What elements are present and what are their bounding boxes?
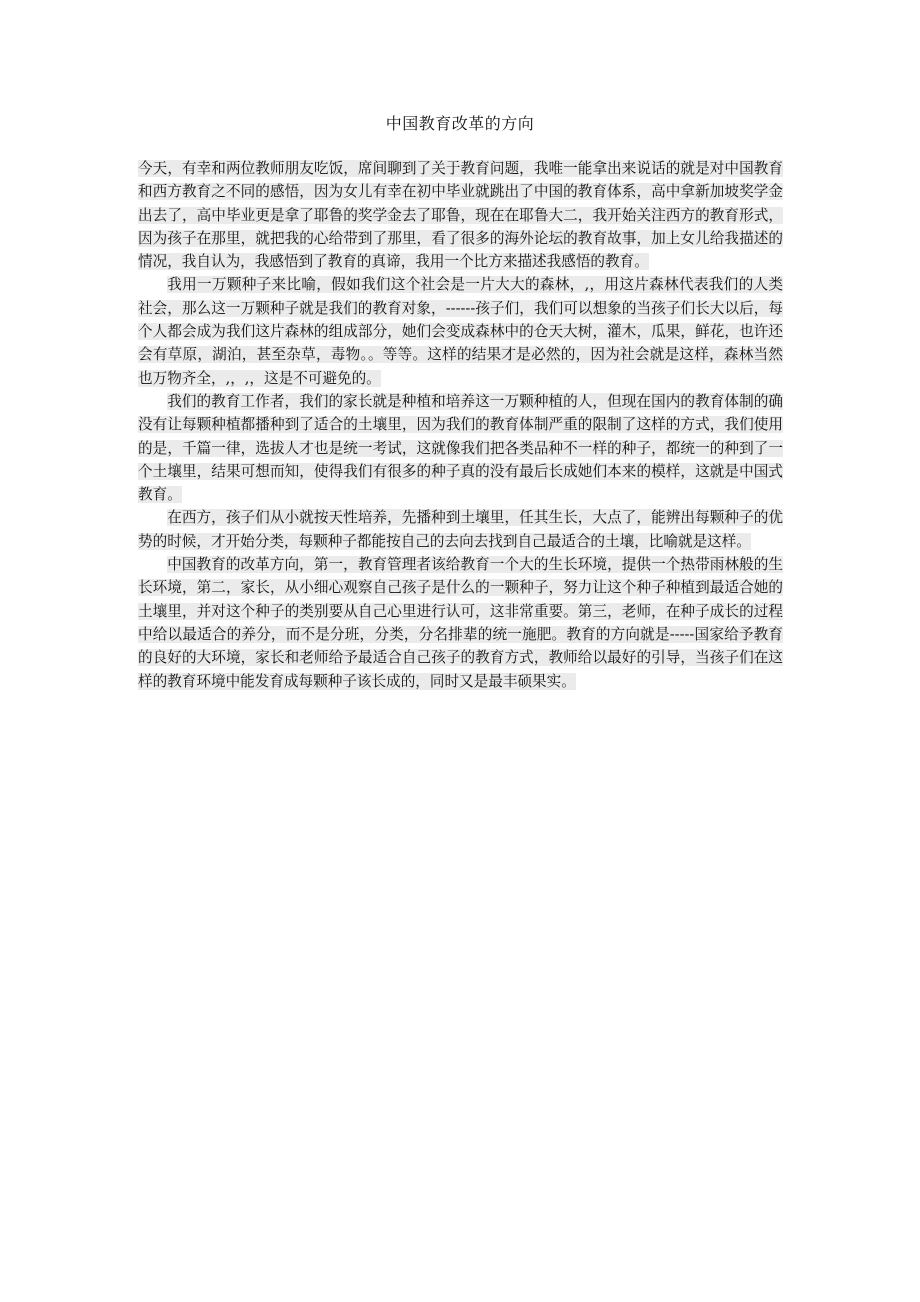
paragraph-3-text: 我们的教育工作者，我们的家长就是种植和培养这一万颗种植的人，但现在国内的教育体制的确没有让每颗种植都播种到了适合的土壤里，因为我们的教育体制严重的限制了这样的方式，我们使用的是，千篇一律，选拔人才也是统一考试，这就像我们把各类品种不一样的种子，都统一的种到了一个土壤里，结果可想而知，使得我们有很多的种子真的没有最后长成她们本来的模样，这就是中国式教育。 [138, 392, 783, 504]
paragraph-3 [138, 390, 783, 506]
paragraph-1-text: 今天，有幸和两位教师朋友吃饭，席间聊到了关于教育问题，我唯一能拿出来说话的就是对中国教育和西方教育之不同的感悟，因为女儿有幸在初中毕业就跳出了中国的教育体系，高中拿新加坡奖学金出去了，高中毕业更是拿了耶鲁的奖学金去了耶鲁，现在在耶鲁大二，我开始关注西方的教育形式，因为孩子在那里，就把我的心给带到了那里，看了很多的海外论坛的教育故事，加上女儿给我描述的情况，我自认为，我感悟到了教育的真谛，我用一个比方来描述我感悟的教育。 [138, 160, 783, 271]
paragraph-1 [138, 157, 783, 273]
document-title: 中国教育改革的方向 [385, 114, 535, 133]
paragraph-2 [138, 273, 783, 389]
paragraph-5-text: 中国教育的改革方向，第一，教育管理者该给教育一个大的生长环境，提供一个热带雨林般的生长环境，第二，家长，从小细心观察自己孩子是什么的一颗种子，努力让这个种子种植到最适合她的土壤里，并对这个种子的类别要从自己心里进行认可，这非常重要。第三，老师，在种子成长的过程中给以最适合的养分，而不是分班，分类，分名排辈的统一施肥。教育的方向就是-----国家给予教育的良好的大环境，家长和老师给予最适合自己孩子的教育方式，教师给以最好的引导，当孩子们在这样的教育环境中能发育成每颗种子该长成的，同时又是最丰硕果实。 [138, 556, 783, 690]
document-body [138, 157, 783, 693]
paragraph-2-text: 我用一万颗种子来比喻，假如我们这个社会是一片大大的森林，,，用这片森林代表我们的人类社会，那么这一万颗种子就是我们的教育对象，------孩子们，我们可以想象的当孩子们长大以后，每个人都会成为我们这片森林的组成部分，她们会变成森林中的仓天大树，灌木，瓜果，鲜花，也许还会有草原，湖泊，甚至杂草，毒物。。等等。这样的结果才是必然的，因为社会就是这样，森林当然也万物齐全，,，,，这是不可避免的。 [138, 276, 783, 387]
paragraph-5 [138, 553, 783, 693]
paragraph-4 [138, 506, 783, 553]
paragraph-4-text: 在西方，孩子们从小就按天性培养，先播种到土壤里，任其生长，大点了，能辨出每颗种子的优势的时候，才开始分类，每颗种子都能按自己的去向去找到自己最适合的土壤，比喻就是这样。 [138, 509, 783, 550]
